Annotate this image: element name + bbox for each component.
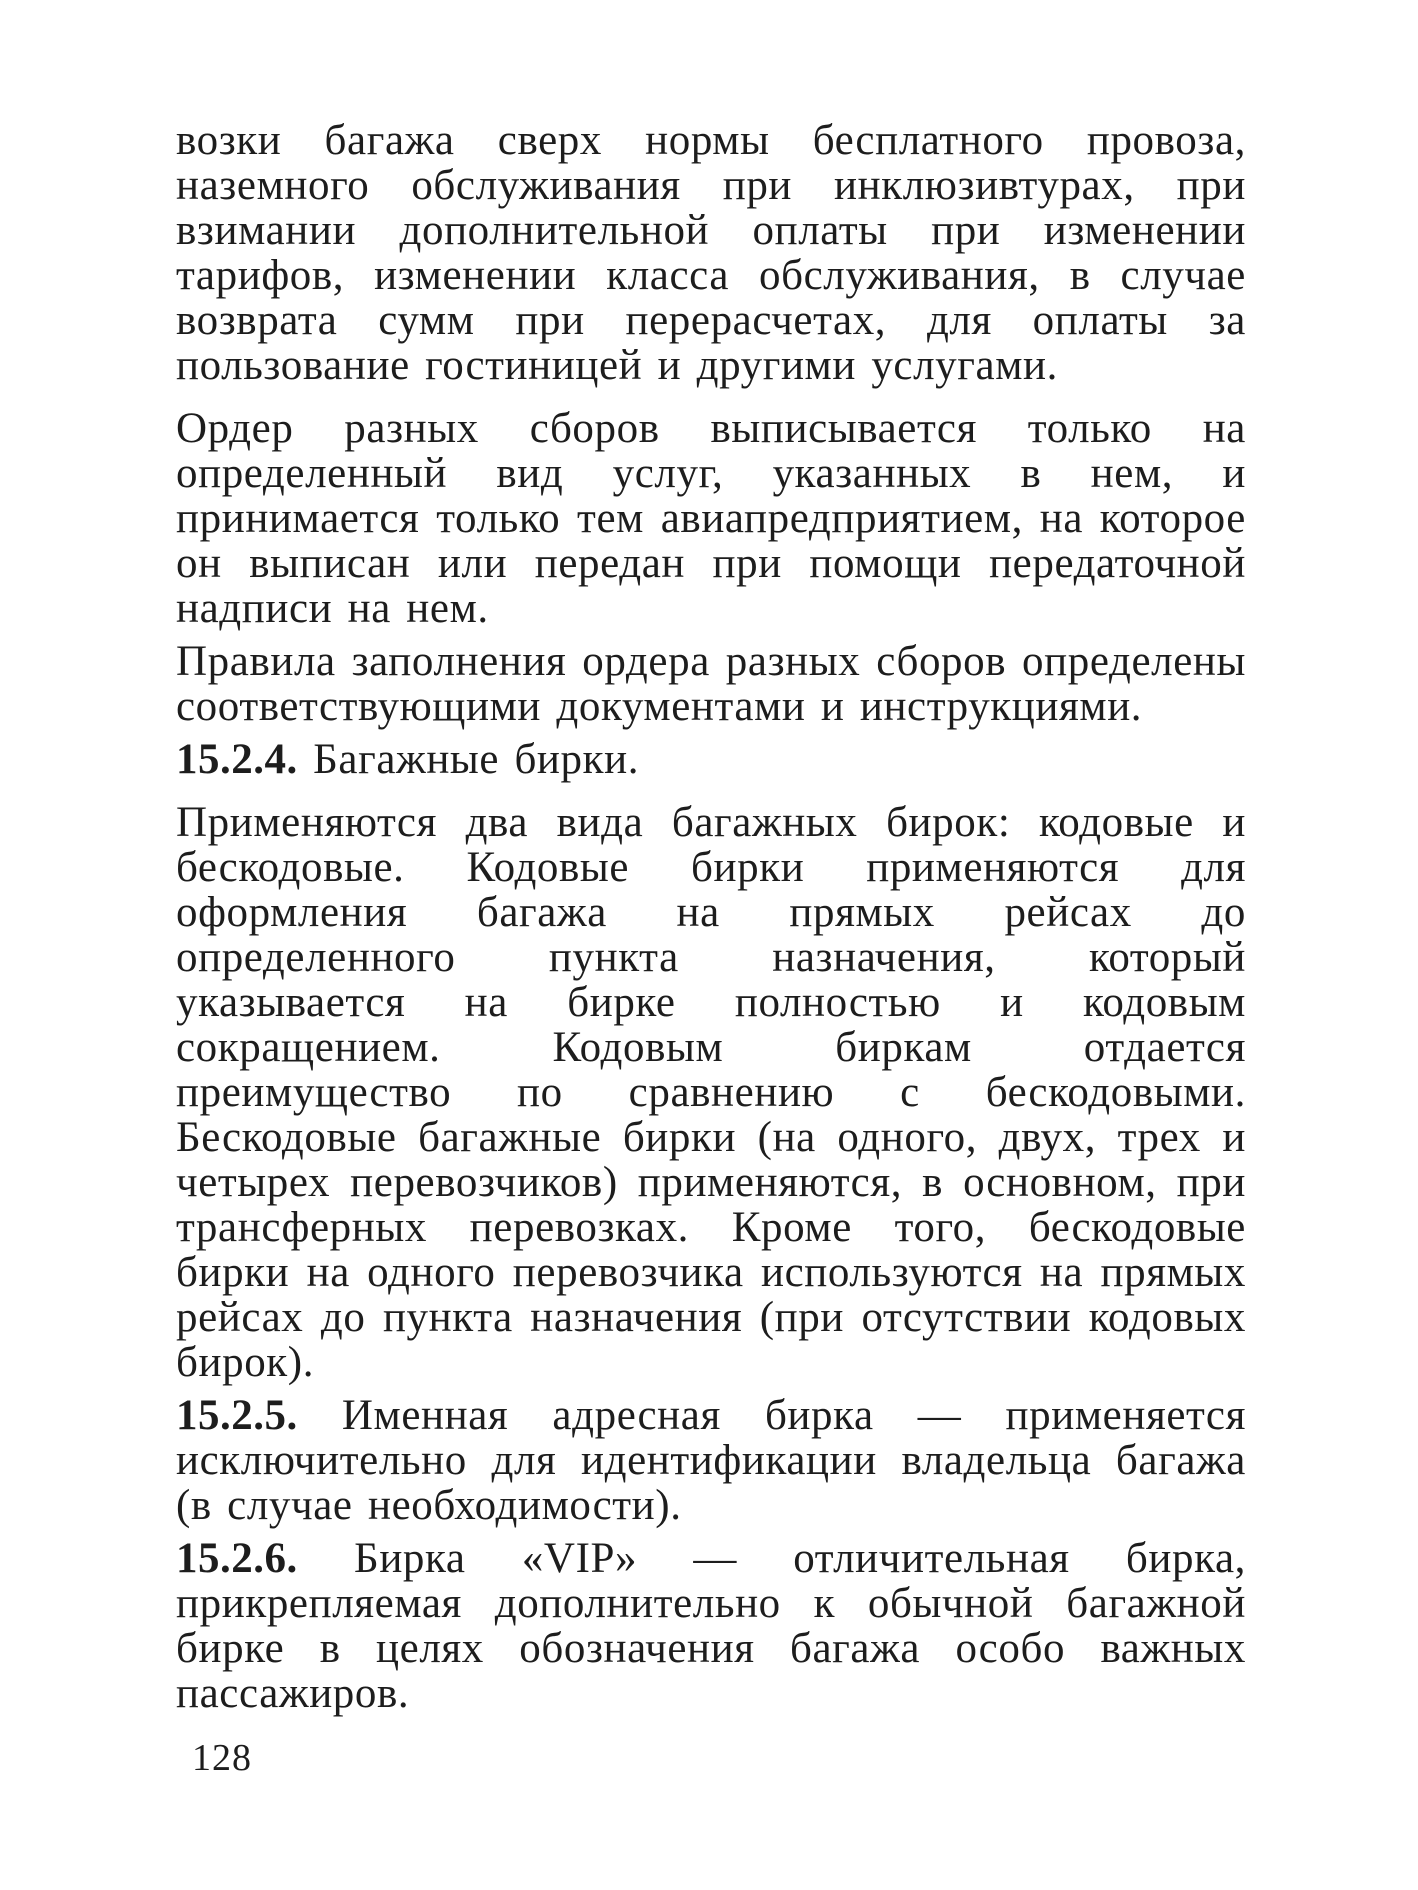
paragraph-text: Правила заполнения ордера разных сборов определены соответствующими документами и инструкциями. — [176, 638, 1246, 730]
section-15-2-5 — [176, 1393, 1246, 1528]
paragraph-baggage-tags — [176, 800, 1246, 1385]
page-body — [176, 118, 1246, 1716]
section-15-2-6 — [176, 1536, 1246, 1716]
paragraph-continuation — [176, 118, 1246, 388]
paragraph-order-usage — [176, 406, 1246, 631]
section-title: Багажные бирки. — [313, 736, 640, 783]
paragraph-text: возки багажа сверх нормы бесплатного провоза, наземного обслуживания при инклюзивтурах, при взимании дополнительной оплаты при изменении тарифов, изменении класса обслуживания, в случае возврата сумм при перерасчетах, для оплаты за пользование гостиницей и другими услугами. — [176, 117, 1246, 389]
paragraph-text: Ордер разных сборов выписывается только на определенный вид услуг, указанных в нем, и принимается только тем авиапредприятием, на которое он выписан или передан при помощи передаточной надписи на нем. — [176, 405, 1246, 632]
section-number: 15.2.6. — [176, 1535, 298, 1582]
section-number: 15.2.5. — [176, 1392, 298, 1439]
page-number: 128 — [192, 1737, 252, 1779]
paragraph-order-rules — [176, 639, 1246, 729]
paragraph-text: Применяются два вида багажных бирок: кодовые и бескодовые. Кодовые бирки применяются для оформления багажа на прямых рейсах до определенного пункта назначения, который указывается на бирке полностью и кодовым сокращением. Кодовым биркам отдается преимущество по сравнению с бескодовыми. Бескодовые багажные бирки (на одного, двух, трех и четырех перевозчиков) применяются, в основном, при трансферных перевозках. Кроме того, бескодовые бирки на одного перевозчика используются на прямых рейсах до пункта назначения (при отсутствии кодовых бирок). — [176, 799, 1246, 1386]
section-number: 15.2.4. — [176, 736, 298, 783]
paragraph-text: Именная адресная бирка — применяется исключительно для идентификации владельца багажа (в случае необходимости). — [176, 1392, 1246, 1529]
paragraph-text: Бирка «VIP» — отличительная бирка, прикрепляемая дополнительно к обычной багажной бирке в целях обозначения багажа особо важных пассажиров. — [176, 1535, 1246, 1717]
section-heading-15-2-4 — [176, 737, 1246, 782]
